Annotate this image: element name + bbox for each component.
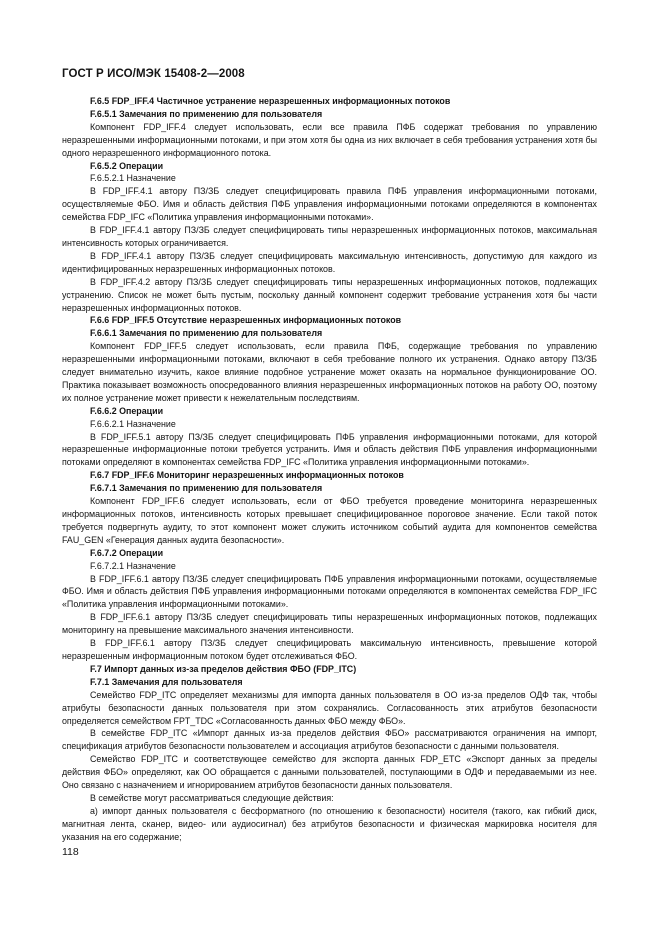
paragraph: В FDP_IFF.4.2 автору ПЗ/ЗБ следует специфицировать типы неразрешенных информационных потоков, подлежащих устранению. Список не может быть пустым, поскольку данный компонент содержит требование устранения хотя бы части неразрешенных информационных потоков.	[62, 276, 597, 313]
section-heading: F.6.7.1 Замечания по применению для пользователя	[90, 483, 323, 494]
paragraph: F.6.7.2.1 Назначение	[90, 560, 176, 571]
section-heading: F.6.5.2 Операции	[90, 160, 164, 171]
section-heading: F.6.5 FDP_IFF.4 Частичное устранение неразрешенных информационных потоков	[90, 96, 451, 106]
section-heading: F.6.6.2 Операции	[90, 405, 164, 416]
section-heading: F.6.6.1 Замечания по применению для пользователя	[90, 328, 323, 339]
document-body	[62, 95, 597, 844]
section-heading: F.7.1 Замечания для пользователя	[90, 676, 243, 687]
paragraph: Компонент FDP_IFF.6 следует использовать, если от ФБО требуется проведение мониторинга неразрешенных информационных потоков, интенсивность которых превышает специфицированное пороговое значение. Если такой поток требуется подвергнуть аудиту, то этот компонент может служить источником событий аудита для компонентов семейства FAU_GEN «Генерация данных аудита безопасности».	[62, 496, 597, 545]
paragraph: В FDP_IFF.4.1 автору ПЗ/ЗБ следует специфицировать максимальную интенсивность, допустимую для каждого из идентифицированных неразрешенных информационных потоков.	[62, 250, 597, 274]
paragraph: В семействе FDP_ITC «Импорт данных из-за пределов действия ФБО» рассматриваются ограничения на импорт, спецификация атрибутов безопасности пользователем и ассоциация атрибутов безопасности с данными пользователя.	[62, 728, 597, 752]
paragraph: Компонент FDP_IFF.5 следует использовать, если правила ПФБ, содержащие требования по управлению неразрешенными информационными потоками, включают в себя требование полного их устранения. Однако автору ПЗ/ЗБ следует внимательно изучить, какое влияние подобное устранение может оказать на нормальное функционирование ОО. Практика показывает возможность опосредованного влияния неразрешенных информационных потоков на работу ОО, поэтому их полное устранение может привести к нежелательным последствиям.	[62, 341, 597, 403]
paragraph: В семействе могут рассматриваться следующие действия:	[90, 792, 334, 803]
paragraph: В FDP_IFF.6.1 автору ПЗ/ЗБ следует специфицировать ПФБ управления информационными потоками, осуществляемые ФБО. Имя и область действия ПФБ управления информационными потоками определяются в компонентах семейства FDP_IFC «Политика управления информационными потоками».	[62, 573, 597, 610]
paragraph: В FDP_IFF.4.1 автору ПЗ/ЗБ следует специфицировать типы неразрешенных информационных потоков, максимальная интенсивность которых ограничивается.	[62, 225, 597, 248]
paragraph: В FDP_IFF.4.1 автору ПЗ/ЗБ следует специфицировать правила ПФБ управления информационными потоками, осуществляемые ФБО. Имя и область действия ПФБ управления информационными потоками определяются в компонентах семейства FDP_IFC «Политика управления информационными потоками».	[62, 186, 597, 223]
section-heading: F.6.5.1 Замечания по применению для пользователя	[90, 108, 323, 119]
section-heading: F.6.6 FDP_IFF.5 Отсутствие неразрешенных информационных потоков	[90, 315, 402, 326]
paragraph: В FDP_IFF.6.1 автору ПЗ/ЗБ следует специфицировать типы неразрешенных информационных потоков, подлежащих мониторингу на превышение максимального значения интенсивности.	[62, 612, 597, 636]
paragraph: F.6.6.2.1 Назначение	[90, 418, 176, 429]
paragraph: Семейство FDP_ITC и соответствующее семейство для экспорта данных FDP_ETC «Экспорт данных за пределы действия ФБО» определяют, как ОО обращается с данными пользователей, поступающими в ОДФ и передаваемыми из нее. Оно связано с назначением и игнорированием атрибутов безопасности данных пользователя.	[62, 754, 597, 791]
paragraph: Семейство FDP_ITC определяет механизмы для импорта данных пользователя в ОО из-за пределов ОДФ так, чтобы атрибуты безопасности данных пользователя при этом сохранялись. Согласованность этих атрибутов безопасности определяется семейством FPT_TDC «Согласованность данных ФБО между ФБО».	[62, 689, 597, 726]
paragraph: В FDP_IFF.5.1 автору ПЗ/ЗБ следует специфицировать ПФБ управления информационными потоками, для которой неразрешенные информационные потоки требуется устранить. Имя и область действия ПФБ управления информационными потоками определяют в компонентах семейства FDP_IFC «Политика управления информационными потоками».	[62, 431, 597, 468]
section-heading: F.7 Импорт данных из-за пределов действия ФБО (FDP_ITC)	[90, 663, 357, 674]
document-header: ГОСТ Р ИСО/МЭК 15408-2—2008	[62, 68, 245, 80]
section-heading: F.6.7.2 Операции	[90, 547, 164, 558]
page-number: 118	[62, 846, 79, 858]
paragraph: а) импорт данных пользователя с бесформатного (по отношению к безопасности) носителя (такого, как гибкий диск, магнитная лента, сканер, видео- или аудиосигнал) без атрибутов безопасности и физическая маркировка носителя для указания на его содержание;	[62, 805, 597, 842]
paragraph: F.6.5.2.1 Назначение	[90, 173, 176, 184]
paragraph: В FDP_IFF.6.1 автору ПЗ/ЗБ следует специфицировать максимальную интенсивность, превышение которой неразрешенным информационным потоком будет отслеживаться ФБО.	[62, 638, 597, 661]
paragraph: Компонент FDP_IFF.4 следует использовать, если все правила ПФБ содержат требования по управлению неразрешенными информационными потоками, и при этом хотя бы одна из них включает в себя требования устранения хотя бы одного неразрешенного информационного потока.	[62, 121, 597, 158]
section-heading: F.6.7 FDP_IFF.6 Мониторинг неразрешенных информационных потоков	[90, 470, 404, 481]
